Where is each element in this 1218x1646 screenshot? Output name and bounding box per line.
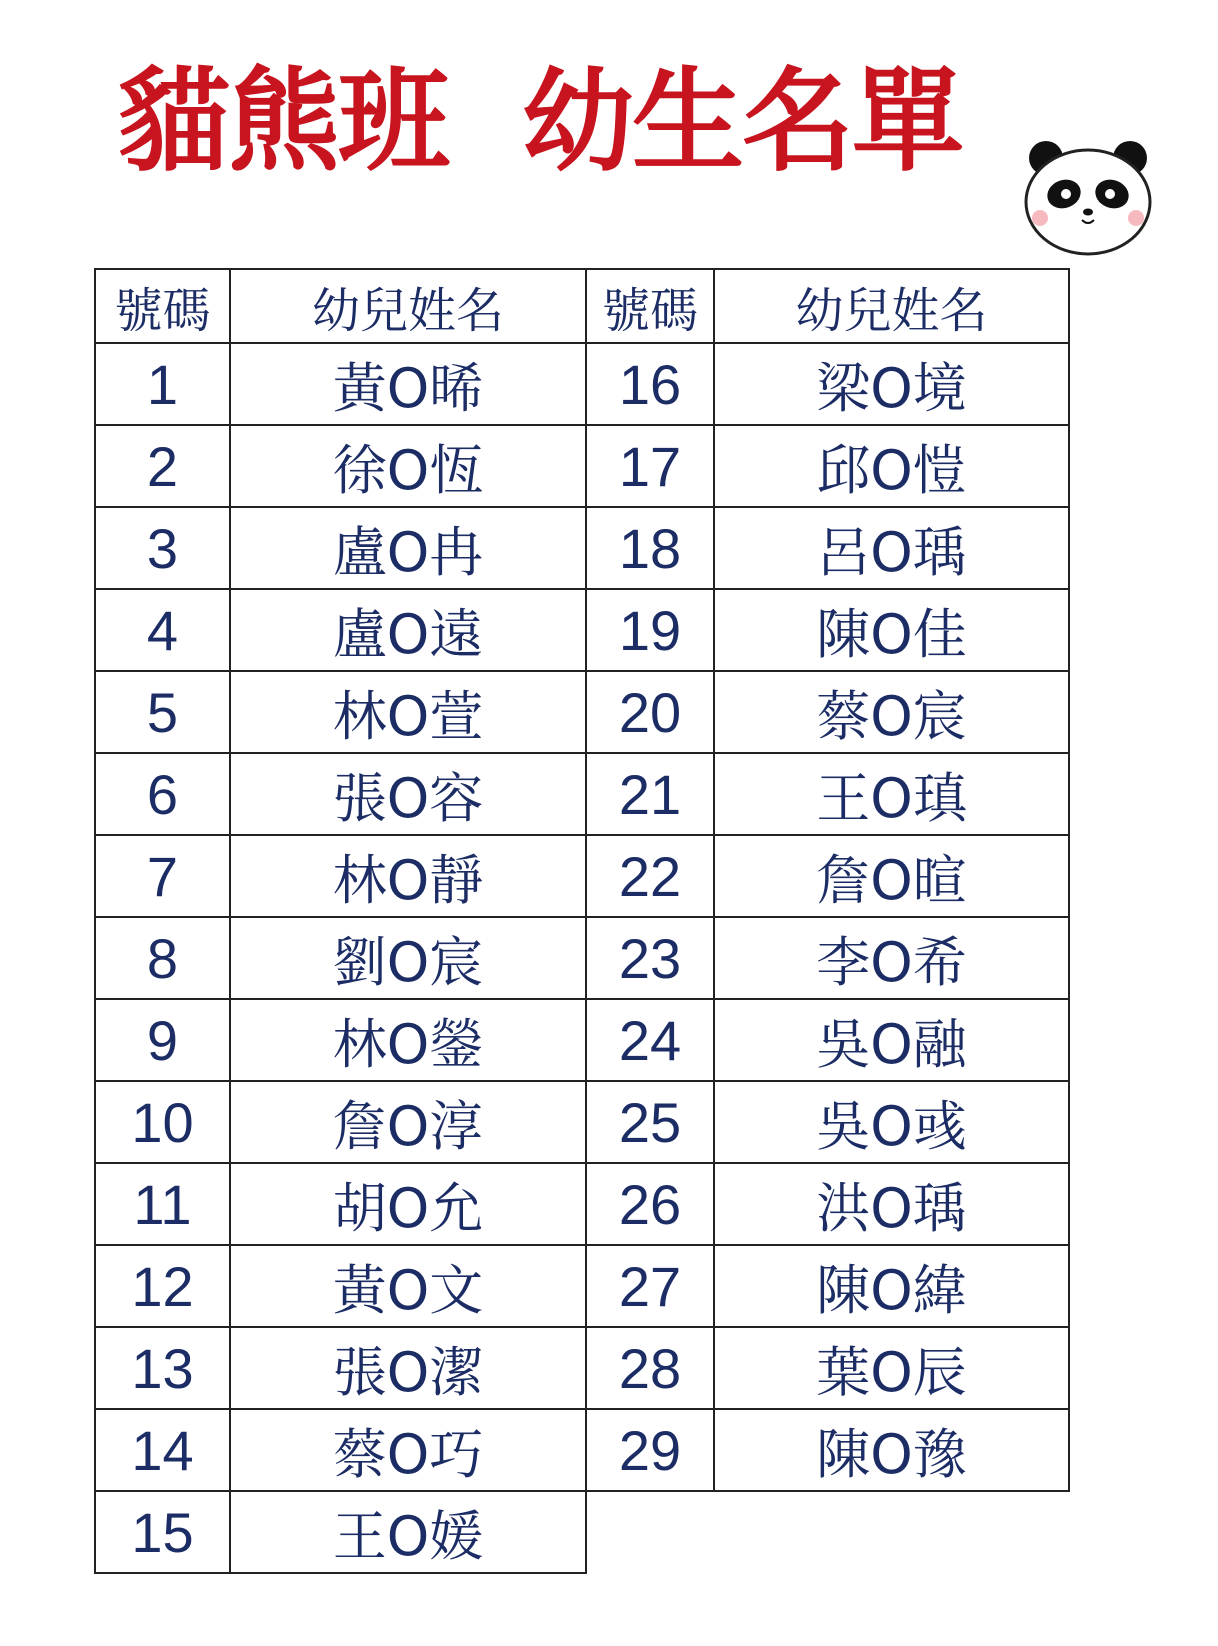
student-name: 林O萱 (230, 671, 586, 753)
student-number: 19 (586, 589, 714, 671)
empty-cell (586, 1491, 714, 1573)
student-name: 黃O晞 (230, 343, 586, 425)
student-name: 蔡O巧 (230, 1409, 586, 1491)
student-name: 梁O境 (714, 343, 1069, 425)
student-name: 李O希 (714, 917, 1069, 999)
student-number: 25 (586, 1081, 714, 1163)
number-header: 號碼 (95, 269, 230, 343)
table-row (95, 425, 1069, 507)
student-name: 葉O辰 (714, 1327, 1069, 1409)
student-name: 林O靜 (230, 835, 586, 917)
student-name: 呂O瑀 (714, 507, 1069, 589)
table-row (95, 835, 1069, 917)
student-number: 20 (586, 671, 714, 753)
name-header: 幼兒姓名 (230, 269, 586, 343)
table-row (95, 753, 1069, 835)
student-number: 8 (95, 917, 230, 999)
student-number: 28 (586, 1327, 714, 1409)
student-number: 24 (586, 999, 714, 1081)
panda-face-icon (1020, 136, 1156, 258)
student-number: 5 (95, 671, 230, 753)
number-header: 號碼 (586, 269, 714, 343)
student-number: 26 (586, 1163, 714, 1245)
table-row (95, 589, 1069, 671)
student-number: 6 (95, 753, 230, 835)
table-row (95, 1081, 1069, 1163)
student-number: 9 (95, 999, 230, 1081)
student-name: 邱O愷 (714, 425, 1069, 507)
student-name: 陳O佳 (714, 589, 1069, 671)
student-number: 21 (586, 753, 714, 835)
name-header: 幼兒姓名 (714, 269, 1069, 343)
student-number: 2 (95, 425, 230, 507)
table-row (95, 1245, 1069, 1327)
roster-body (95, 343, 1069, 1573)
student-name: 黃O文 (230, 1245, 586, 1327)
student-number: 13 (95, 1327, 230, 1409)
table-row (95, 1163, 1069, 1245)
table-row (95, 917, 1069, 999)
student-number: 15 (95, 1491, 230, 1573)
student-number: 3 (95, 507, 230, 589)
student-number: 27 (586, 1245, 714, 1327)
student-name: 張O容 (230, 753, 586, 835)
student-name: 洪O瑀 (714, 1163, 1069, 1245)
student-number: 1 (95, 343, 230, 425)
table-row (95, 1491, 1069, 1573)
student-name: 蔡O宸 (714, 671, 1069, 753)
student-number: 29 (586, 1409, 714, 1491)
student-number: 4 (95, 589, 230, 671)
student-name: 劉O宸 (230, 917, 586, 999)
student-number: 18 (586, 507, 714, 589)
student-number: 14 (95, 1409, 230, 1491)
table-row (95, 671, 1069, 753)
student-name: 盧O遠 (230, 589, 586, 671)
table-header-row (95, 269, 1069, 343)
student-number: 10 (95, 1081, 230, 1163)
table-row (95, 1409, 1069, 1491)
student-name: 徐O恆 (230, 425, 586, 507)
student-number: 23 (586, 917, 714, 999)
student-number: 17 (586, 425, 714, 507)
student-number: 12 (95, 1245, 230, 1327)
student-name: 張O潔 (230, 1327, 586, 1409)
table-row (95, 999, 1069, 1081)
student-number: 16 (586, 343, 714, 425)
student-name: 吳O融 (714, 999, 1069, 1081)
table-row (95, 343, 1069, 425)
student-name: 陳O緯 (714, 1245, 1069, 1327)
page-title: 貓熊班 幼生名單 (118, 57, 962, 187)
student-name: 林O鎣 (230, 999, 586, 1081)
table-row (95, 507, 1069, 589)
student-name: 詹O淳 (230, 1081, 586, 1163)
student-name: 胡O允 (230, 1163, 586, 1245)
student-name: 王O瑱 (714, 753, 1069, 835)
student-number: 11 (95, 1163, 230, 1245)
student-name: 陳O豫 (714, 1409, 1069, 1491)
empty-cell (714, 1491, 1069, 1573)
student-name: 盧O冉 (230, 507, 586, 589)
student-number: 7 (95, 835, 230, 917)
student-roster-table (94, 268, 1070, 1574)
student-name: 王O媛 (230, 1491, 586, 1573)
student-name: 吳O彧 (714, 1081, 1069, 1163)
student-number: 22 (586, 835, 714, 917)
table-row (95, 1327, 1069, 1409)
student-name: 詹O暄 (714, 835, 1069, 917)
